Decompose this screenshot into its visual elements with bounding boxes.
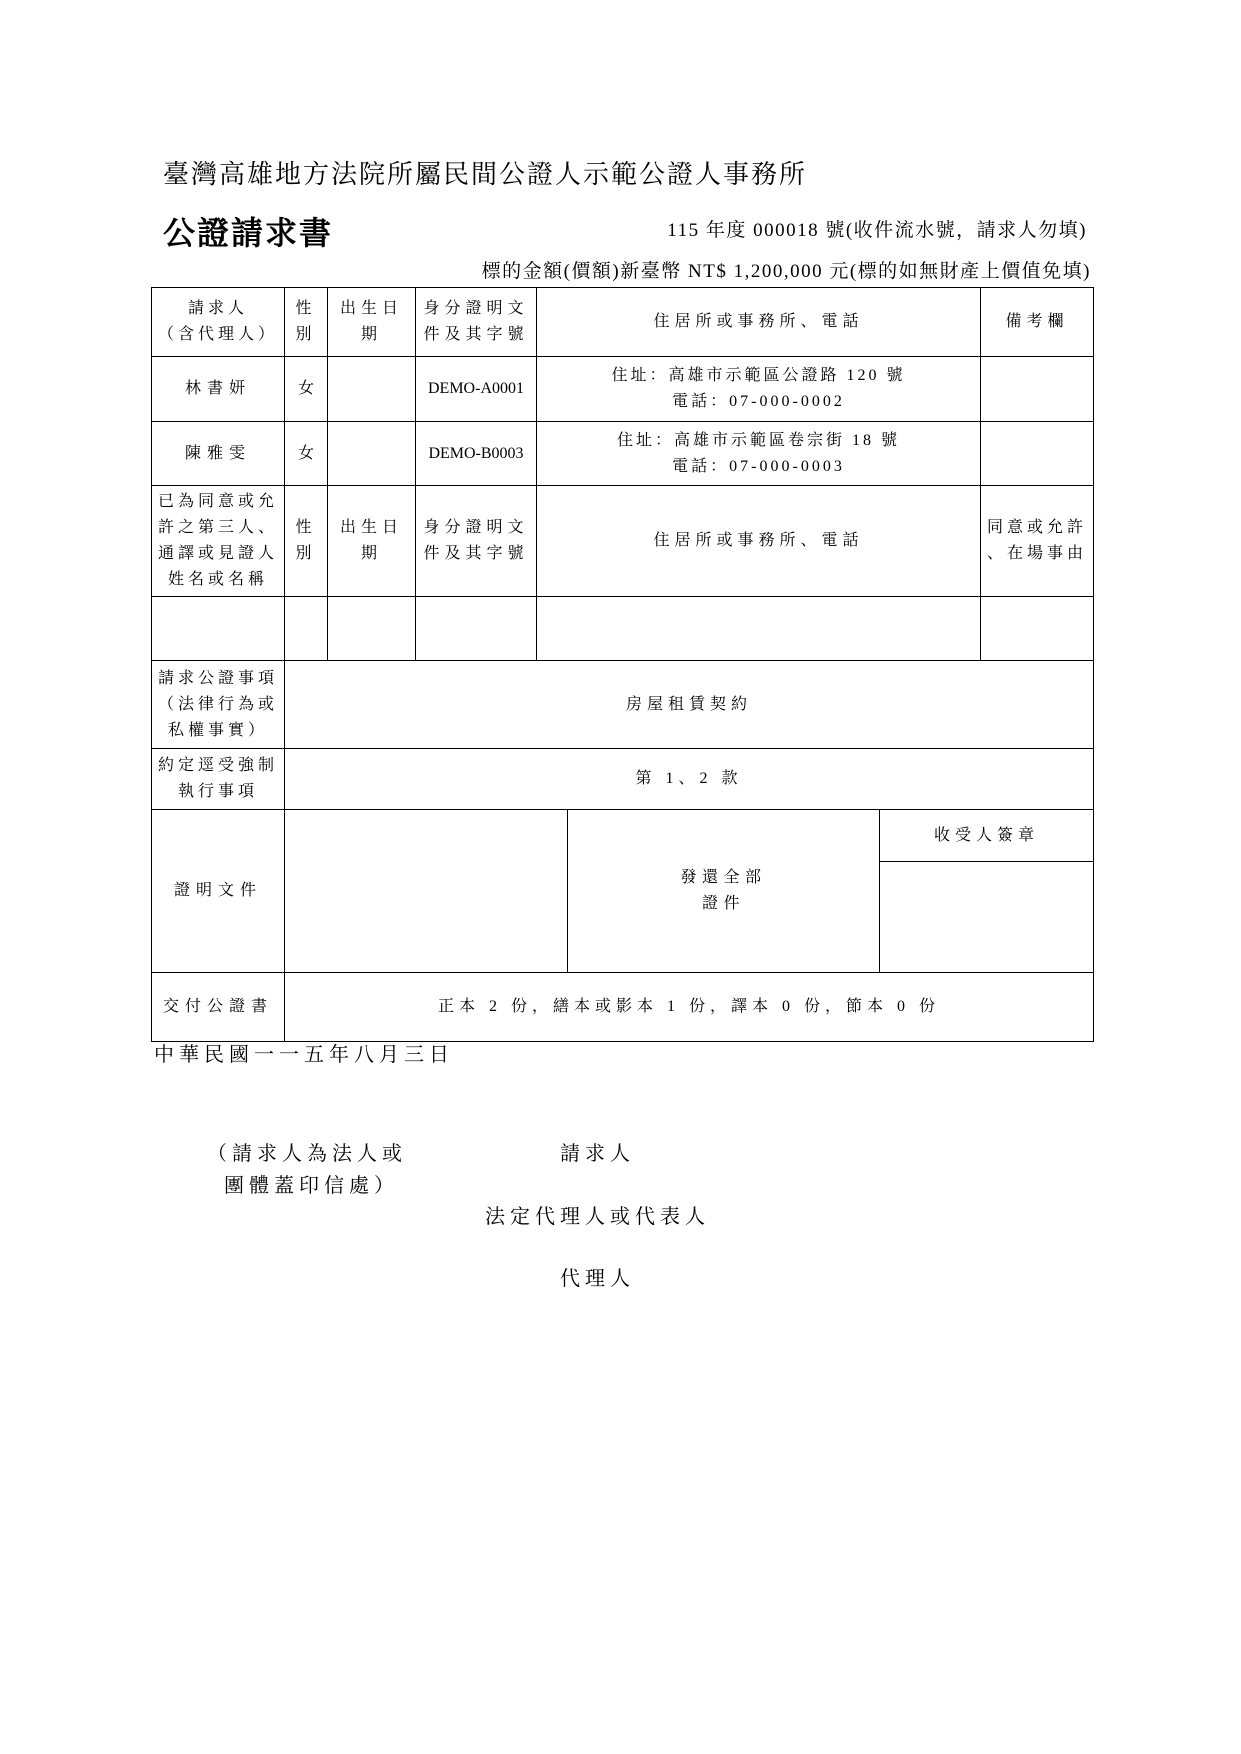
documents-row: [152, 810, 1094, 862]
requester-address: 住址：高雄市示範區公證路 120 號: [611, 367, 906, 384]
requester-phone: 電話：07-000-0003: [672, 457, 845, 475]
third-party-address-phone: [537, 597, 981, 661]
requester-header-row: [152, 288, 1094, 357]
third-party-reason-column-header: 同意或允許 、在場事由: [981, 486, 1094, 597]
requester-address: 住址：高雄市示範區卷宗街 18 號: [617, 431, 901, 449]
delivery-row: [152, 973, 1094, 1042]
document-date: 中華民國一一五年八月三日: [154, 1044, 454, 1066]
delivery-label: 交付公證書: [152, 973, 285, 1042]
requester-signature-label: 請求人: [560, 1143, 635, 1165]
third-party-address-phone-column-header: 住居所或事務所、電話: [537, 486, 981, 597]
documents-label: 證明文件: [152, 810, 285, 973]
requester-id-number: DEMO-B0003: [416, 422, 537, 486]
requester-row: [152, 422, 1094, 486]
notarization-matter-value: 房屋租賃契約: [285, 661, 1094, 749]
third-party-birth-date-column-header: 出生日 期: [328, 486, 416, 597]
requester-row: [152, 357, 1094, 422]
requester-id-number: DEMO-A0001: [416, 357, 537, 422]
requester-remarks: [981, 422, 1094, 486]
serial-number: 115 年度 000018 號(收件流水號，請求人勿填): [667, 220, 1087, 241]
requester-address-phone: [537, 422, 981, 486]
address-phone-column-header: 住居所或事務所、電話: [537, 288, 981, 357]
requester-address-phone: [537, 357, 981, 422]
third-party-column-header: 已為同意或允 許之第三人、 通譯或見證人 姓名或名稱: [152, 486, 285, 597]
third-party-id-document-column-header: 身分證明文 件及其字號: [416, 486, 537, 597]
gender-column-header: 性 別: [285, 288, 328, 357]
agent-signature-label: 代理人: [560, 1268, 635, 1290]
notarization-matter-label: 請求公證事項 （法律行為或 私權事實）: [152, 661, 285, 749]
third-party-gender-column-header: 性 別: [285, 486, 328, 597]
receiver-signature-label: 收受人簽章: [880, 810, 1094, 862]
form-title: 公證請求書: [163, 215, 334, 251]
documents-return-note: 發還全部 證件: [568, 810, 880, 973]
receiver-signature-box: [880, 862, 1094, 973]
requester-name: 陳雅雯: [152, 422, 285, 486]
requester-birth-date: [328, 357, 416, 422]
enforcement-label: 約定逕受強制 執行事項: [152, 749, 285, 810]
requester-column-header: 請求人 （含代理人）: [152, 288, 285, 357]
request-form-table: [151, 287, 1094, 1042]
legal-representative-signature-label: 法定代理人或代表人: [485, 1206, 710, 1228]
requester-gender: 女: [285, 422, 328, 486]
id-document-column-header: 身分證明文 件及其字號: [416, 288, 537, 357]
third-party-id-number: [416, 597, 537, 661]
requester-birth-date: [328, 422, 416, 486]
delivery-copies: 正本 2 份，繕本或影本 1 份，譯本 0 份，節本 0 份: [285, 973, 1094, 1042]
office-name: 臺灣高雄地方法院所屬民間公證人示範公證人事務所: [163, 160, 808, 189]
requester-remarks: [981, 357, 1094, 422]
seal-note-line-2: 團體蓋印信處）: [224, 1175, 399, 1197]
subject-amount: 標的金額(價額)新臺幣 NT$ 1,200,000 元(標的如無財產上價值免填): [481, 261, 1091, 282]
third-party-birth-date: [328, 597, 416, 661]
third-party-gender: [285, 597, 328, 661]
third-party-header-row: [152, 486, 1094, 597]
third-party-name: [152, 597, 285, 661]
requester-phone: 電話：07-000-0002: [672, 393, 845, 410]
requester-name: 林書妍: [152, 357, 285, 422]
requester-gender: 女: [285, 357, 328, 422]
seal-note-line-1: （請求人為法人或: [207, 1143, 407, 1165]
third-party-row: [152, 597, 1094, 661]
birth-date-column-header: 出生日 期: [328, 288, 416, 357]
documents-list-cell: [285, 810, 568, 973]
enforcement-value: 第 1、2 款: [285, 749, 1094, 810]
third-party-reason: [981, 597, 1094, 661]
remarks-column-header: 備考欄: [981, 288, 1094, 357]
enforcement-row: [152, 749, 1094, 810]
notarization-matter-row: [152, 661, 1094, 749]
